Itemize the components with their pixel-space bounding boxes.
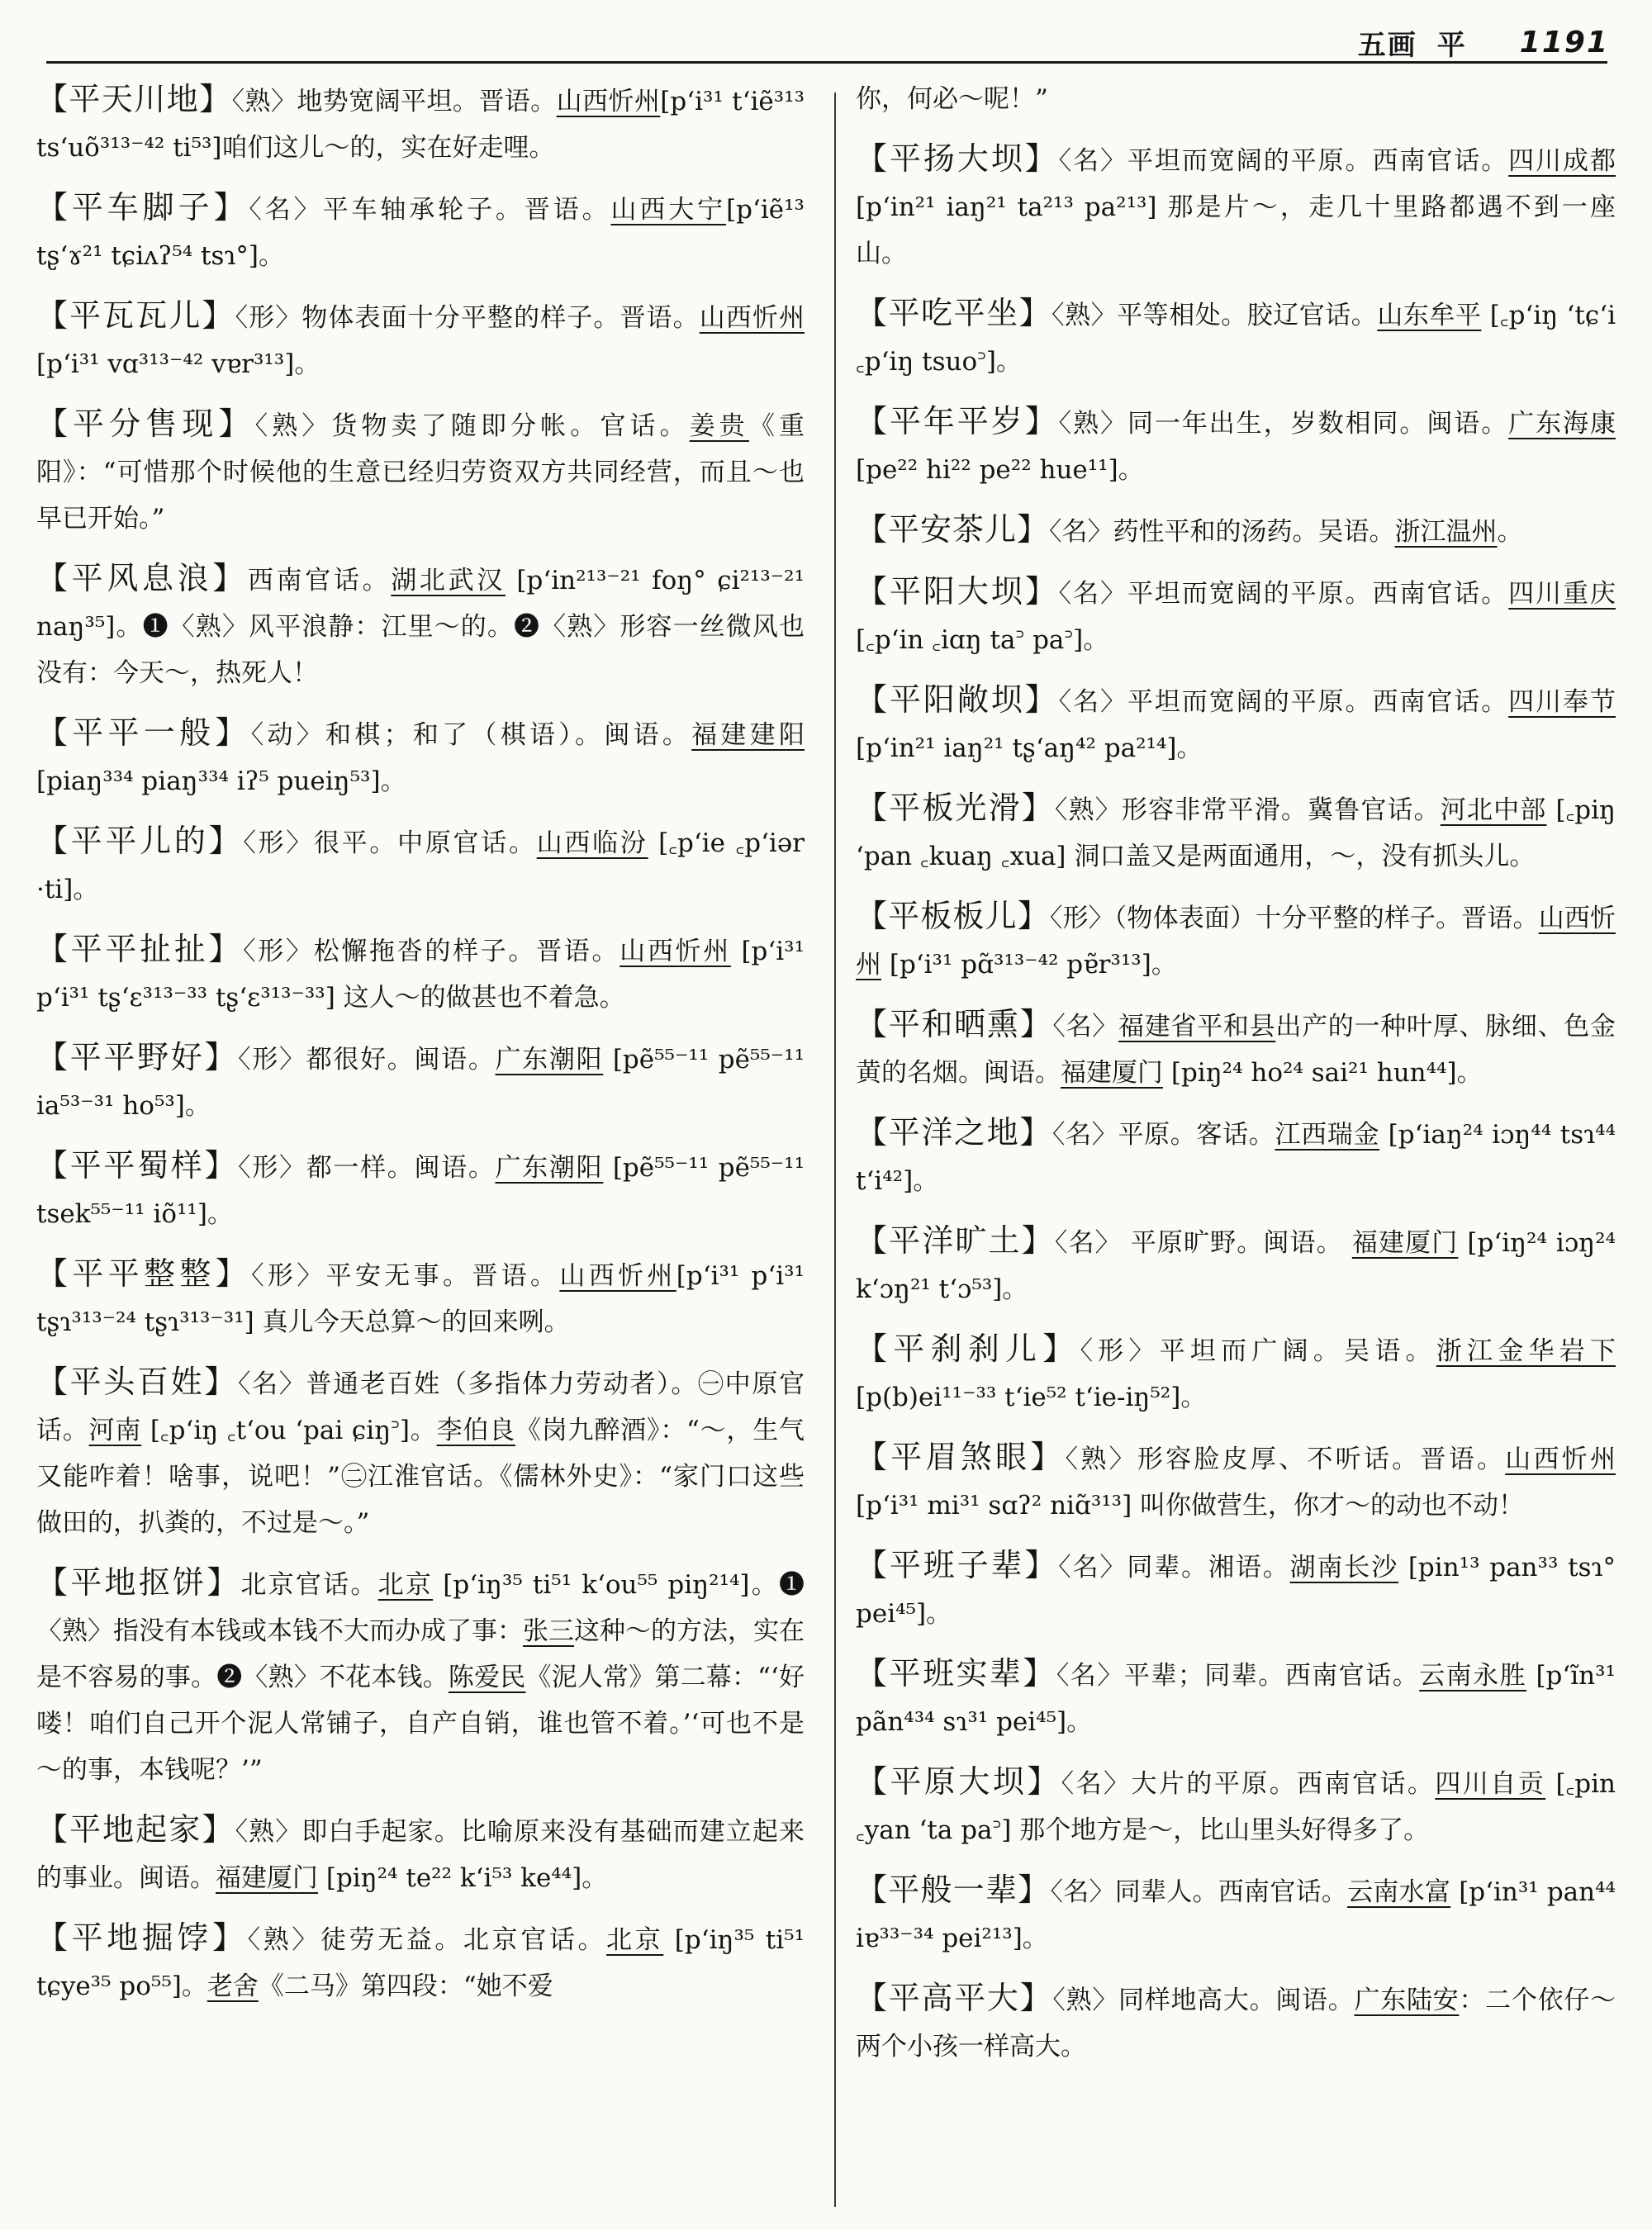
entry-text: 〈名〉平坦而宽阔的平原。西南官话。	[1058, 579, 1509, 609]
underlined-name: 北京	[377, 1570, 434, 1600]
entry-text: 〈熟〉平等相处。胶辽官话。	[1051, 301, 1378, 330]
entry-text: 〈熟〉货物卖了随即分帐。官话。	[254, 411, 690, 441]
dictionary-entry	[856, 398, 1616, 493]
entry-text: [pʻiŋ³⁵ ti⁵¹ tɕye³⁵ po⁵⁵]。	[36, 1925, 805, 2001]
entry-text: 《重阳》：“可惜那个时候他的生意已经归劳资双方共同经营，而且～也早已开始。”	[36, 411, 805, 534]
dictionary-entry	[36, 401, 805, 542]
dictionary-entry	[36, 1806, 805, 1901]
underlined-name: 浙江金华岩下	[1436, 1336, 1616, 1366]
entry-headword: 【平平蜀样】	[36, 1147, 239, 1184]
dictionary-entry	[856, 1434, 1616, 1529]
dictionary-entry	[36, 1559, 805, 1793]
entry-text: 〈熟〉形容脸皮厚、不听话。晋语。	[1065, 1445, 1506, 1474]
entry-headword: 【平洋之地】	[856, 1114, 1052, 1151]
entry-text: 〈名〉平坦而宽阔的平原。西南官话。	[1058, 687, 1509, 717]
entry-headword: 【平平扯扯】	[36, 931, 244, 967]
dictionary-entry	[856, 785, 1616, 880]
underlined-name: 四川成都	[1508, 146, 1616, 176]
entry-headword: 【平吃平坐】	[856, 295, 1052, 331]
entry-text: 《泥人常》第二幕：“‘好喽！咱们自己开个泥人常铺子，自产自销，谁也管不着。’‘可也不是～的事，本钱呢？’”	[36, 1663, 805, 1785]
entry-headword: 【平安茶儿】	[856, 511, 1050, 548]
page-number: 1191	[1519, 25, 1609, 59]
entry-text: [pʻi³¹ pɑ̃³¹³⁻⁴² pɐ̃r³¹³]。	[881, 950, 1177, 980]
entry-text: [pʻĩn³¹ pãn⁴³⁴ sɿ³¹ pei⁴⁵]。	[856, 1661, 1616, 1737]
entry-text: 这种～的方法，实在是不容易的事。❷〈熟〉不花本钱。	[36, 1616, 805, 1692]
underlined-name: 老舍	[206, 1971, 259, 2001]
entry-headword: 【平和晒熏】	[856, 1006, 1053, 1042]
underlined-name: 福建厦门	[1061, 1058, 1163, 1088]
entry-text: 〈名〉平坦而宽阔的平原。西南官话。	[1058, 146, 1509, 176]
underlined-name: 山东牟平	[1377, 301, 1482, 330]
entry-headword: 【平班实辈】	[856, 1655, 1056, 1691]
entry-text: 〈名〉平原。客话。	[1051, 1120, 1275, 1150]
underlined-name: 福建建阳	[691, 720, 805, 750]
dictionary-entry	[856, 1217, 1616, 1312]
dictionary-entry	[36, 1914, 805, 2009]
entry-text: 〈熟〉徒劳无益。北京官话。	[247, 1925, 607, 1955]
entry-headword: 【平地起家】	[36, 1811, 235, 1848]
entry-text: [pʻin²¹ iaŋ²¹ ta²¹³ pa²¹³] 那是片～，走几十里路都遇不到一座山。	[856, 192, 1616, 268]
underlined-name: 姜贵	[689, 411, 749, 441]
underlined-name: 山西忻州	[620, 937, 731, 966]
underlined-name: 福建厦门	[216, 1863, 318, 1893]
entry-text: 〈形〉很平。中原官话。	[243, 828, 537, 858]
entry-headword: 【平头百姓】	[36, 1364, 238, 1400]
entry-headword: 【平天川地】	[36, 81, 232, 117]
dictionary-entry	[36, 1034, 805, 1129]
entry-headword: 【平年平岁】	[856, 403, 1059, 439]
underlined-name: 云南水富	[1347, 1877, 1451, 1907]
underlined-name: 李伯良	[436, 1416, 515, 1445]
entry-text: [p(b)ei¹¹⁻³³ tʻie⁵² tʻie-iŋ⁵²]。	[856, 1383, 1207, 1412]
underlined-name: 陈爱民	[448, 1663, 526, 1692]
dictionary-entry	[856, 135, 1616, 277]
entry-text: 〈形〉物体表面十分平整的样子。晋语。	[235, 303, 700, 333]
dictionary-entry	[856, 1758, 1616, 1853]
dictionary-entry	[36, 76, 805, 171]
entry-text: 〈名〉平车轴承轮子。晋语。	[249, 195, 611, 225]
entry-text: [pʻi³¹ mi³¹ sɑʔ² niɑ̃³¹³] 叫你做营生，你才～的动也不动！	[856, 1491, 1525, 1521]
entry-text: [꜀pin ꜀yan ʻta pa꜄] 那个地方是～，比山里头好得多了。	[856, 1769, 1616, 1845]
right-column	[856, 76, 1616, 2083]
entry-text: [pʻiŋ³⁵ ti⁵¹ kʻou⁵⁵ piŋ²¹⁴]。❶〈熟〉指没有本钱或本钱不大而办成了事：	[36, 1570, 805, 1646]
entry-text: [pʻin³¹ pan⁴⁴ iɐ³³⁻³⁴ pei²¹³]。	[856, 1877, 1616, 1953]
header-character: 平	[1436, 28, 1467, 62]
underlined-name: 山西忻州	[559, 1261, 676, 1291]
entry-text: [꜀pʻiŋ ꜀tʻou ʻpai ɕiŋ꜄]。	[141, 1416, 437, 1445]
underlined-name: 山西忻州	[699, 303, 805, 333]
underlined-name: 广东潮阳	[495, 1045, 604, 1075]
entry-headword: 【平刹刹儿】	[856, 1331, 1080, 1367]
entry-headword: 【平板光滑】	[856, 790, 1055, 826]
entry-text: 〈熟〉形容非常平滑。冀鲁官话。	[1054, 795, 1441, 825]
entry-headword: 【平扬大坝】	[856, 140, 1059, 177]
dictionary-entry	[856, 1001, 1616, 1096]
entry-headword: 【平班子辈】	[856, 1547, 1059, 1583]
entry-headword: 【平板板儿】	[856, 898, 1050, 934]
dictionary-entry	[36, 1359, 805, 1546]
entry-headword: 【平平野好】	[36, 1039, 239, 1075]
entry-text: [pʻi³¹ tʻiẽ³¹³ tsʻuõ³¹³⁻⁴² ti⁵³]咱们这儿～的，实在好走哩。	[36, 87, 805, 163]
entry-text: [pẽ⁵⁵⁻¹¹ pẽ⁵⁵⁻¹¹ tsek⁵⁵⁻¹¹ iõ¹¹]。	[36, 1153, 805, 1229]
underlined-name: 湖南长沙	[1289, 1553, 1399, 1582]
entry-text: 〈形〉松懈拖沓的样子。晋语。	[243, 937, 620, 966]
dictionary-entry	[856, 1109, 1616, 1204]
entry-text: 〈形〉都一样。闽语。	[238, 1153, 496, 1183]
entry-headword: 【平分售现】	[36, 406, 255, 442]
dictionary-entry	[36, 709, 805, 804]
entry-text: [piŋ²⁴ ho²⁴ sai²¹ hun⁴⁴]。	[1163, 1058, 1483, 1088]
entry-headword: 【平瓦瓦儿】	[36, 297, 235, 334]
entry-text: [pʻin²¹³⁻²¹ foŋ° ɕi²¹³⁻²¹ naŋ³⁵]。❶〈熟〉风平浪静：江里～的。❷〈熟〉形容一丝微风也没有：今天～，热死人！	[36, 566, 805, 688]
entry-text: 〈形〉都很好。闽语。	[238, 1045, 496, 1075]
entry-text: 。	[1497, 517, 1523, 547]
dictionary-entry	[856, 676, 1616, 771]
dictionary-entry	[856, 1975, 1616, 2070]
dictionary-entry	[36, 1142, 805, 1237]
entry-headword: 【平高平大】	[856, 1980, 1053, 2016]
entry-text: 〈形〉平坦而广阔。吴语。	[1080, 1336, 1436, 1366]
column-divider	[834, 93, 836, 2207]
entry-text: [pʻiẽ¹³ tʂʻɤ²¹ tɕiʌʔ⁵⁴ tsɿ°]。	[36, 195, 805, 271]
entry-text: 〈熟〉同一年出生，岁数相同。闽语。	[1058, 409, 1509, 439]
entry-text: [pin¹³ pan³³ tsɿ° pei⁴⁵]。	[856, 1553, 1616, 1629]
entry-text: [꜀piŋ ʻpan ꜀kuaŋ ꜀xua] 洞口盖又是两面通用，～，没有抓头儿。	[856, 795, 1616, 871]
dictionary-entry	[36, 926, 805, 1021]
underlined-name: 四川奉节	[1508, 687, 1616, 717]
entry-text: [꜀pʻiŋ ʻtɕʻi ꜀pʻiŋ tsuo꜄]。	[856, 301, 1616, 377]
dictionary-entry	[856, 506, 1616, 555]
entry-headword: 【平眉煞眼】	[856, 1439, 1066, 1475]
underlined-name: 河南	[88, 1416, 142, 1445]
entry-text: 〈形〉（物体表面）十分平整的样子。晋语。	[1049, 904, 1539, 933]
entry-text: 〈名〉平辈；同辈。西南官话。	[1056, 1661, 1420, 1691]
entry-text: 〈熟〉同样地高大。闽语。	[1052, 1986, 1355, 2015]
entry-text: 北京官话。	[240, 1570, 378, 1600]
entry-text: [꜀pʻie ꜀pʻiər ·ti]。	[36, 828, 805, 904]
dictionary-entry	[36, 555, 805, 696]
entry-headword: 【平原大坝】	[856, 1763, 1061, 1800]
entry-text: 〈名〉大片的平原。西南官话。	[1061, 1769, 1436, 1799]
entry-text: [piŋ²⁴ te²² kʻi⁵³ ke⁴⁴]。	[318, 1863, 608, 1893]
underlined-name: 广东海康	[1508, 409, 1616, 439]
underlined-name: 山西忻州	[556, 87, 661, 116]
entry-headword: 【平平整整】	[36, 1255, 252, 1292]
underlined-name: 山西忻州	[856, 904, 1616, 980]
entry-text: [pẽ⁵⁵⁻¹¹ pẽ⁵⁵⁻¹¹ ia⁵³⁻³¹ ho⁵³]。	[36, 1045, 805, 1121]
entry-headword: 【平地掘饽】	[36, 1919, 248, 1956]
dictionary-entry	[856, 893, 1616, 988]
underlined-name: 山西大宁	[610, 195, 727, 225]
entry-headword: 【平风息浪】	[36, 560, 248, 596]
underlined-name: 湖北武汉	[391, 566, 506, 595]
entry-headword: 【平般一辈】	[856, 1872, 1051, 1908]
dictionary-entry	[36, 184, 805, 279]
dictionary-entry	[856, 290, 1616, 385]
entry-text: [pʻiŋ²⁴ iɔŋ²⁴ kʻɔŋ²¹ tʻɔ⁵³]。	[856, 1228, 1616, 1304]
section-label: 五画	[1357, 28, 1417, 62]
entry-text: 《岗九醉酒》：“～，生气又能咋着！啥事，说吧！”㊁江淮官话。《儒林外史》：“家门口这些做田的，扒粪的，不过是～。”	[36, 1416, 805, 1538]
dictionary-entry	[856, 76, 1616, 122]
dictionary-entry	[856, 1326, 1616, 1421]
entry-text: 〈熟〉地势宽阔平坦。晋语。	[231, 87, 557, 116]
underlined-name: 张三	[523, 1616, 574, 1646]
underlined-name: 福建省平和县	[1118, 1012, 1276, 1041]
underlined-name: 四川重庆	[1508, 579, 1616, 609]
entry-text: 〈名〉 平原旷野。闽语。	[1054, 1228, 1352, 1258]
entry-headword: 【平平一般】	[36, 714, 251, 751]
underlined-name: 广东潮阳	[495, 1153, 604, 1183]
entry-text: 〈名〉药性平和的汤药。吴语。	[1049, 517, 1395, 547]
header-rule	[46, 61, 1607, 64]
entry-text: 西南官话。	[247, 566, 392, 595]
underlined-name: 云南永胜	[1419, 1661, 1527, 1691]
entry-text: 《二马》第四段：“她不爱	[258, 1971, 553, 2001]
underlined-name: 福建厦门	[1351, 1228, 1459, 1258]
entry-text: [pʻiaŋ²⁴ iɔŋ⁴⁴ tsɿ⁴⁴ tʻi⁴²]。	[856, 1120, 1616, 1196]
entry-text: 出产的一种叶厚、脉细、色金黄的名烟。闽语。	[856, 1012, 1616, 1088]
entry-text: 〈名〉普通老百姓（多指体力劳动者）。㊀中原官话。	[36, 1369, 805, 1445]
dictionary-entry	[856, 1867, 1616, 1962]
underlined-name: 浙江温州	[1394, 517, 1498, 547]
underlined-name: 江西瑞金	[1275, 1120, 1380, 1150]
entry-headword: 【平平儿的】	[36, 823, 244, 859]
entry-text: 〈熟〉即白手起家。比喻原来没有基础而建立起来的事业。闽语。	[36, 1817, 805, 1893]
entry-text: 〈动〉和棋；和了（棋语）。闽语。	[250, 720, 692, 750]
entry-text: 〈名〉同辈。湘语。	[1058, 1553, 1290, 1582]
entry-text: 〈形〉平安无事。晋语。	[251, 1261, 560, 1291]
left-column	[36, 76, 805, 2023]
running-header	[1312, 21, 1609, 63]
entry-text: [꜀pʻin ꜀iɑŋ ta꜄ pa꜄]。	[856, 625, 1109, 655]
dictionary-entry	[36, 818, 805, 913]
underlined-name: 河北中部	[1440, 795, 1547, 825]
underlined-name: 四川自贡	[1435, 1769, 1546, 1799]
entry-text: [pʻi³¹ pʻi³¹ tʂɿ³¹³⁻²⁴ tʂɿ³¹³⁻³¹] 真儿今天总算～的回来咧。	[36, 1261, 805, 1337]
dictionary-entry	[856, 1542, 1616, 1637]
entry-text: 〈名〉同辈人。西南官话。	[1050, 1877, 1348, 1907]
dictionary-entry	[856, 568, 1616, 663]
entry-text: 〈名〉	[1052, 1012, 1119, 1041]
entry-text: 你，何必～呢！”	[856, 84, 1048, 114]
entry-text: [pʻi³¹ vɑ³¹³⁻⁴² vɐr³¹³]。	[36, 349, 320, 379]
underlined-name: 广东陆安	[1354, 1986, 1460, 2015]
underlined-name: 山西临汾	[536, 828, 648, 858]
entry-text: [pe²² hi²² pe²² hue¹¹]。	[856, 455, 1144, 485]
entry-text: ：二个依仔～两个小孩一样高大。	[856, 1986, 1616, 2062]
entry-headword: 【平阳大坝】	[856, 573, 1059, 610]
entry-headword: 【平车脚子】	[36, 189, 249, 225]
entry-text: [pʻi³¹ pʻi³¹ tʂʻɛ³¹³⁻³³ tʂʻɛ³¹³⁻³³] 这人～的做甚也不着急。	[36, 937, 805, 1013]
entry-headword: 【平洋旷土】	[856, 1222, 1055, 1259]
dictionary-entry	[856, 1650, 1616, 1745]
entry-headword: 【平地抠饼】	[36, 1564, 241, 1601]
entry-text: [pʻin²¹ iaŋ²¹ tʂʻaŋ⁴² pa²¹⁴]。	[856, 733, 1203, 763]
dictionary-entry	[36, 292, 805, 387]
underlined-name: 北京	[606, 1925, 664, 1955]
underlined-name: 山西忻州	[1505, 1445, 1616, 1474]
dictionary-entry	[36, 1250, 805, 1345]
entry-headword: 【平阳敞坝】	[856, 681, 1059, 718]
entry-text: [piaŋ³³⁴ piaŋ³³⁴ iʔ⁵ pueiŋ⁵³]。	[36, 766, 406, 796]
